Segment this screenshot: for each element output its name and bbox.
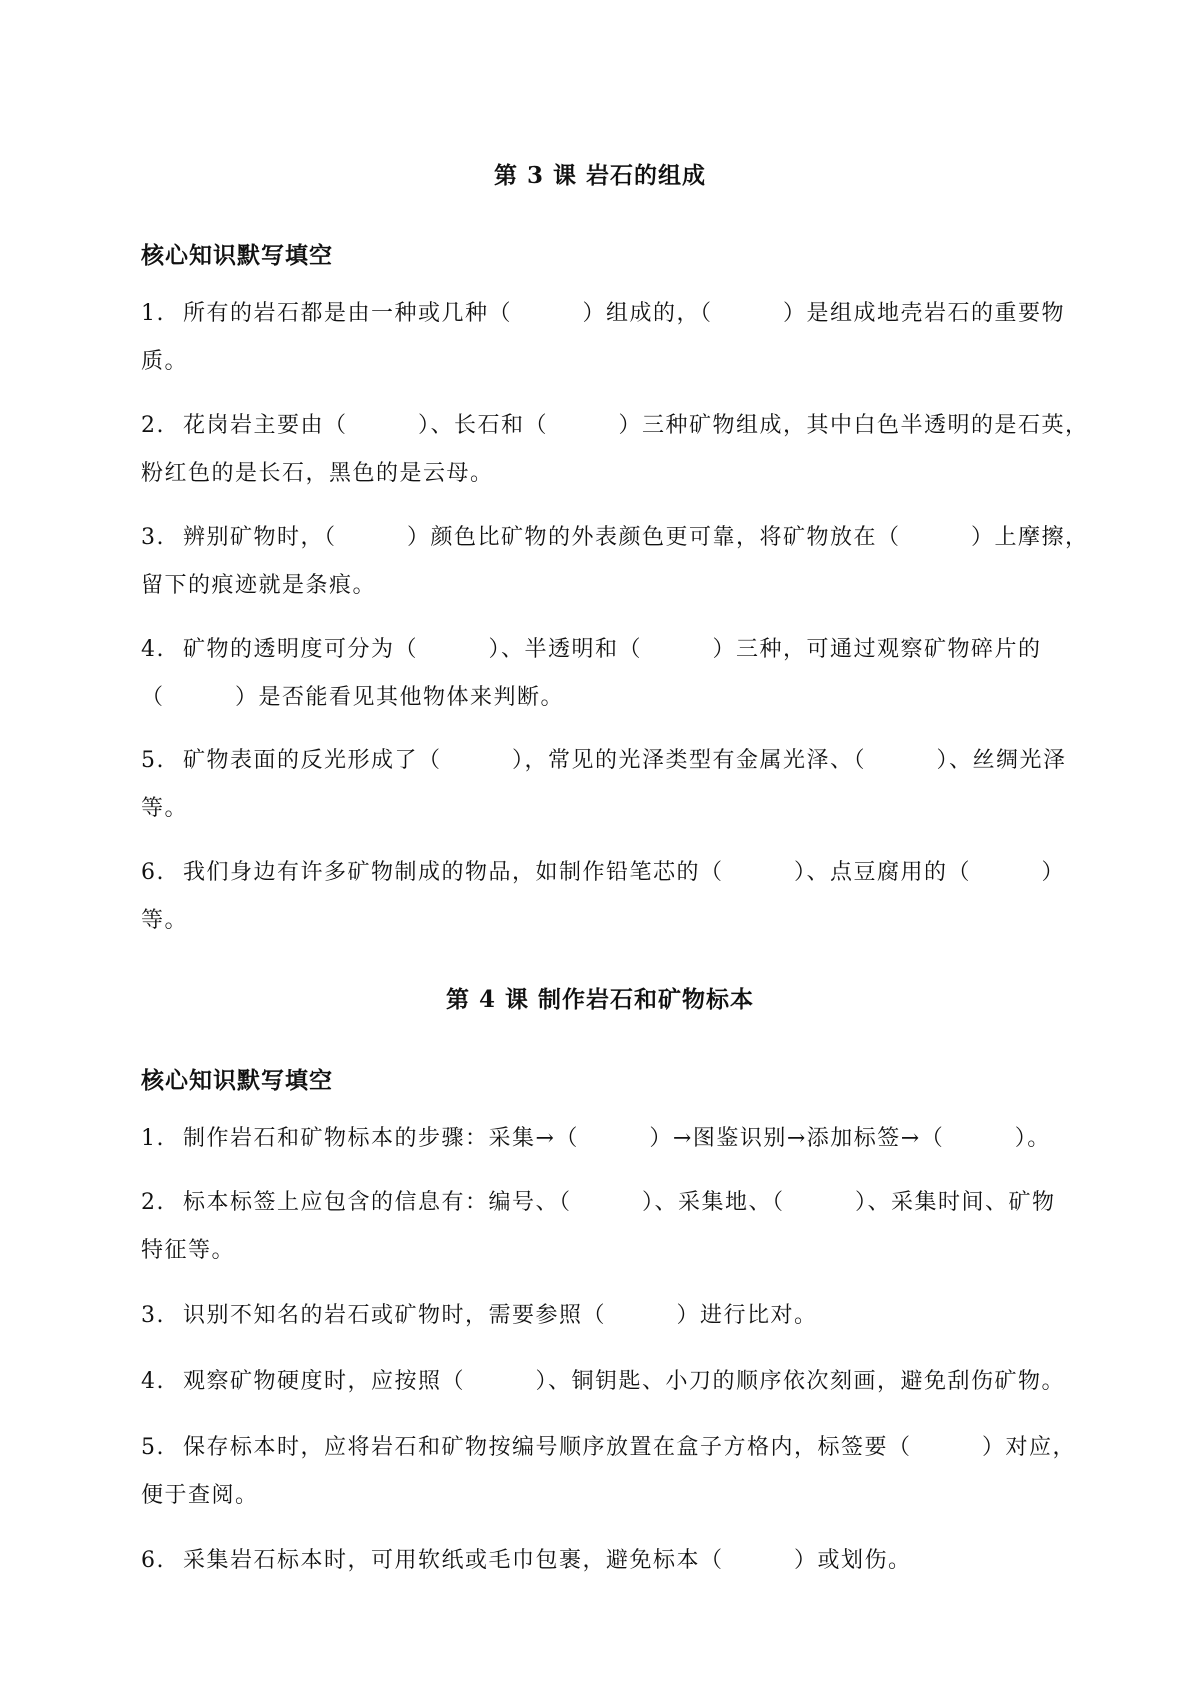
question-text-continued: 粉红色的是长石，黑色的是云母。: [141, 461, 494, 486]
lesson4-title: 第 4 课 制作岩石和矿物标本: [445, 986, 755, 1013]
question-text-continued: 等。: [141, 796, 189, 821]
question-text-continued: 便于查阅。: [141, 1483, 259, 1508]
lesson3-question-5: [141, 737, 1073, 833]
lesson3-question-4: [141, 626, 1073, 722]
question-text-continued: 特征等。: [141, 1238, 236, 1263]
question-text-continued: 质。: [141, 349, 189, 374]
lesson4-question-2: [141, 1179, 1073, 1275]
lesson4-question-3: [141, 1292, 1073, 1340]
question-number: 6.: [141, 860, 165, 885]
lesson3-question-3: [141, 514, 1089, 610]
question-number: 3.: [141, 525, 165, 550]
lesson4-question-1: [141, 1115, 1073, 1163]
lesson3-question-6: [141, 849, 1073, 945]
question-text-continued: （ ）是否能看见其他物体来判断。: [141, 685, 565, 710]
question-text: 制作岩石和矿物标本的步骤：采集→（ ）→图鉴识别→添加标签→（ ）。: [183, 1126, 1051, 1151]
question-number: 2.: [141, 1190, 165, 1215]
question-text: 保存标本时，应将岩石和矿物按编号顺序放置在盒子方格内，标签要（ ）对应，: [183, 1435, 1077, 1460]
question-number: 5.: [141, 748, 165, 773]
question-number: 6.: [141, 1548, 165, 1573]
question-text: 辨别矿物时，（ ）颜色比矿物的外表颜色更可靠，将矿物放在（ ）上摩擦，: [183, 525, 1089, 550]
lesson3-title: 第 3 课 岩石的组成: [493, 162, 707, 189]
question-number: 2.: [141, 413, 165, 438]
question-text: 花岗岩主要由（ ）、长石和（ ）三种矿物组成，其中白色半透明的是石英，: [183, 413, 1089, 438]
question-number: 1.: [141, 301, 165, 326]
lesson4-question-6: [141, 1537, 1073, 1585]
lesson4-section-heading: 核心知识默写填空: [141, 1068, 333, 1094]
question-number: 4.: [141, 637, 165, 662]
question-number: 1.: [141, 1126, 165, 1151]
question-number: 4.: [141, 1369, 165, 1394]
question-text-continued: 等。: [141, 908, 189, 933]
question-text: 矿物的透明度可分为（ ）、半透明和（ ）三种，可通过观察矿物碎片的: [183, 637, 1042, 662]
question-text: 采集岩石标本时，可用软纸或毛巾包裹，避免标本（ ）或划伤。: [183, 1548, 912, 1573]
question-number: 3.: [141, 1303, 165, 1328]
question-number: 5.: [141, 1435, 165, 1460]
lesson3-question-2: [141, 402, 1089, 498]
question-text: 标本标签上应包含的信息有：编号、（ ）、采集地、（ ）、采集时间、矿物: [183, 1190, 1056, 1215]
lesson3-question-1: [141, 290, 1073, 386]
question-text: 观察矿物硬度时，应按照（ ）、铜钥匙、小刀的顺序依次刻画，避免刮伤矿物。: [183, 1369, 1066, 1394]
question-text: 矿物表面的反光形成了（ ），常见的光泽类型有金属光泽、（ ）、丝绸光泽: [183, 748, 1067, 773]
lesson4-question-5: [141, 1424, 1077, 1520]
lesson4-question-4: [141, 1358, 1073, 1406]
question-text-continued: 留下的痕迹就是条痕。: [141, 573, 377, 598]
question-text: 我们身边有许多矿物制成的物品，如制作铅笔芯的（ ）、点豆腐用的（ ）: [183, 860, 1066, 885]
lesson3-section-heading: 核心知识默写填空: [141, 243, 333, 269]
question-text: 所有的岩石都是由一种或几种（ ）组成的，（ ）是组成地壳岩石的重要物: [183, 301, 1066, 326]
question-text: 识别不知名的岩石或矿物时，需要参照（ ）进行比对。: [183, 1303, 818, 1328]
